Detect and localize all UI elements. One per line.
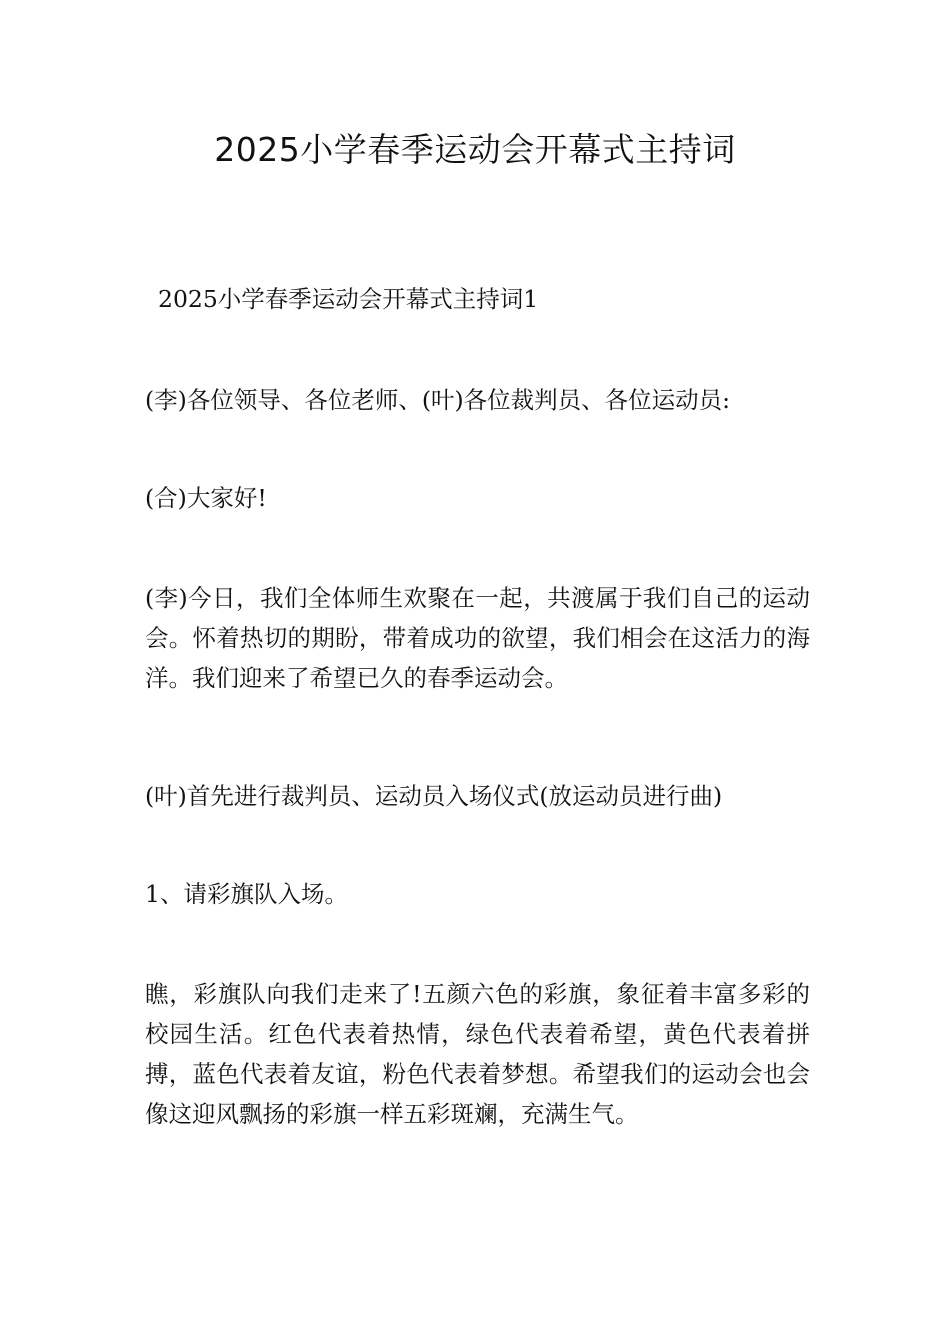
section-heading: 2025小学春季运动会开幕式主持词1 [158, 285, 539, 313]
paragraph [145, 478, 810, 518]
paragraph [145, 578, 810, 698]
paragraph [145, 974, 810, 1134]
paragraph [145, 380, 810, 420]
paragraph [145, 874, 810, 914]
paragraph-text: 瞧，彩旗队向我们走来了!五颜六色的彩旗，象征着丰富多彩的校园生活。红色代表着热情，绿色代表着希望，黄色代表着拼搏，蓝色代表着友谊，粉色代表着梦想。希望我们的运动会也会像这迎风飘扬的彩旗一样五彩斑斓，充满生气。 [145, 980, 810, 1128]
paragraph-text: (合)大家好! [145, 484, 267, 512]
document-title: 2025小学春季运动会开幕式主持词 [214, 130, 736, 169]
paragraph-text: 1、请彩旗队入场。 [145, 880, 348, 908]
paragraph-text: (李)今日，我们全体师生欢聚在一起，共渡属于我们自己的运动会。怀着热切的期盼，带着成功的欲望，我们相会在这活力的海洋。我们迎来了希望已久的春季运动会。 [145, 584, 810, 692]
paragraph [145, 776, 810, 816]
paragraph-text: (叶)首先进行裁判员、运动员入场仪式(放运动员进行曲) [145, 782, 723, 810]
paragraph-text: (李)各位领导、各位老师、(叶)各位裁判员、各位运动员: [145, 386, 731, 414]
